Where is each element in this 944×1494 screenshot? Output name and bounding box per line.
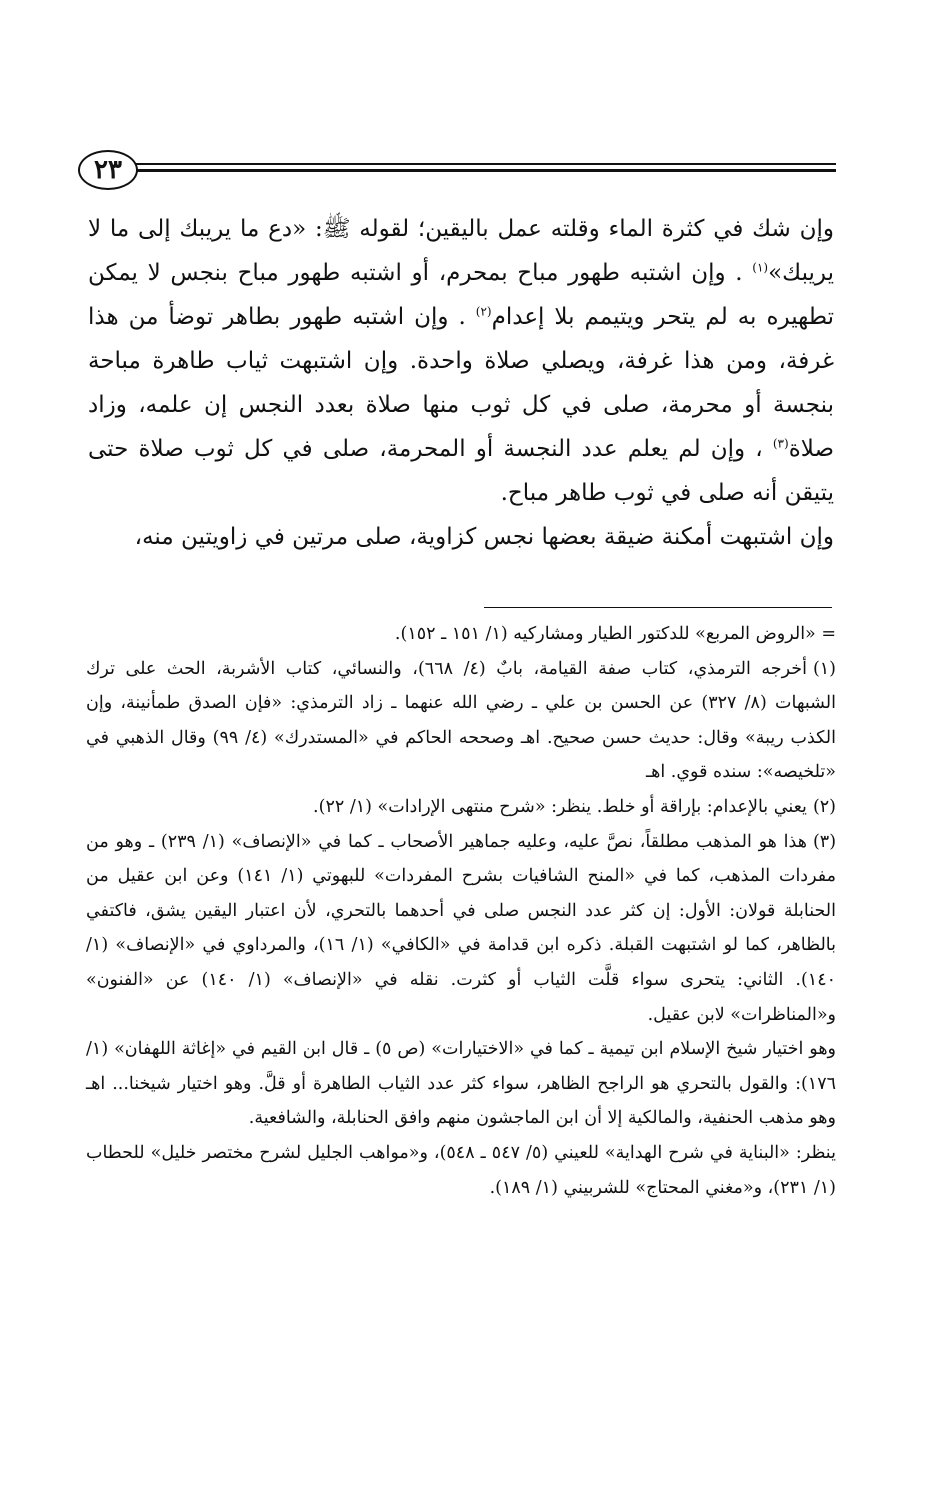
footnote-3-number: (٣) [812, 831, 837, 852]
page-number-badge [78, 150, 138, 190]
footnote-2-text: يعني بالإعدام: بإراقة أو خلط. ينظر: «شرح منتهى الإرادات» (١/ ٢٢). [313, 796, 807, 817]
main-text-segment-b: . وإن اشتبه طهور مباح بمحرم، أو اشتبه طهور مباح بنجس لا يمكن تطهيره به لم يتحر ويتيمم بلا إعدام [88, 260, 834, 330]
footnote-ref-3: (٣) [772, 436, 789, 451]
page-header [78, 150, 836, 194]
footnote-continuation: = «الروض المربع» للدكتور الطيار ومشاركيه (١/ ١٥١ ـ ١٥٢). [394, 624, 836, 644]
footnote-3-continued: وهو اختيار شيخ الإسلام ابن تيمية ـ كما في «الاختيارات» (ص ٥) ـ قال ابن القيم في «إغاثة اللهفان» (١/ ١٧٦): والقول بالتحري هو الراجح الظاهر، سواء كثر عدد الثياب الطاهرة أو قلَّ. وهو اختيار شيخنا... اهـ وهو مذهب الحنفية، والمالكية إلا أن ابن الماجشون منهم وافق الحنابلة، والشافعية. [86, 1039, 837, 1129]
footnote-1-text: أخرجه الترمذي، كتاب صفة القيامة، بابٌ (٤/ ٦٦٨)، والنسائي، كتاب الأشربة، الحث على ترك الشبهات (٨/ ٣٢٧) عن الحسن بن علي ـ رضي الله عنهما ـ زاد الترمذي: «فإن الصدق طمأنينة، وإن الكذب ريبة» وقال: حديث حسن صحيح. اهـ وصححه الحاكم في «المستدرك» (٤/ ٩٩) وقال الذهبي في «تلخيصه»: سنده قوي. اهـ [86, 658, 836, 783]
main-text-segment-d: ، وإن لم يعلم عدد النجسة أو المحرمة، صلى في كل ثوب صلاة حتى يتيقن أنه صلى في ثوب طاهر مباح. [88, 436, 834, 506]
footnote-3 [86, 825, 836, 1033]
header-rule [134, 163, 836, 172]
footnote-ref-1: (١) [752, 260, 769, 275]
footnote-3-text: هذا هو المذهب مطلقاً، نصَّ عليه، وعليه جماهير الأصحاب ـ كما في «الإنصاف» (١/ ٢٣٩) ـ وهو من مفردات المذهب، كما في «المنح الشافيات بشرح المفردات» للبهوتي (١/ ١٤١) وعن ابن عقيل من الحنابلة قولان: الأول: إن كثر عدد النجس صلى في أحدهما بالتحري، لأن اعتبار اليقين يشق، فاكتفي بالظاهر، كما لو اشتبهت القبلة. ذكره ابن قدامة في «الكافي» (١/ ١٦)، والمرداوي في «الإنصاف» (١/ ١٤٠). الثاني: يتحرى سواء قلَّت الثياب أو كثرت. نقله في «الإنصاف» (١/ ١٤٠) عن «الفنون» و«المناظرات» لابن عقيل. [86, 831, 836, 1025]
footnote-1-number: (١) [812, 658, 836, 679]
footnote-ref-2: (٢) [475, 304, 492, 319]
main-text-segment-c: . وإن اشتبه طهور بطاهر توضأ من هذا غرفة، ومن هذا غرفة، ويصلي صلاة واحدة. وإن اشتبهت ثياب طاهرة مباحة بنجسة أو محرمة، صلى في كل ثوب منها صلاة بعدد النجس إن علمه، وزاد صلاة [88, 304, 834, 462]
main-text-segment-a: وإن شك في كثرة الماء وقلته عمل باليقين؛ لقوله ﷺ: «دع ما يريبك إلى ما لا يريبك» [88, 216, 834, 286]
page-number: ٢٣ [94, 155, 122, 185]
footnotes [86, 617, 836, 1205]
footnote-2 [86, 790, 836, 825]
footnote-separator [484, 607, 832, 608]
footnote-2-number: (٢) [812, 796, 836, 817]
main-paragraph-1 [88, 207, 834, 515]
main-text [88, 207, 834, 559]
footnote-1 [86, 652, 836, 790]
footnote-3-references: ينظر: «البناية في شرح الهداية» للعيني (٥/ ٥٤٧ ـ ٥٤٨)، و«مواهب الجليل لشرح مختصر خليل» للحطاب (١/ ٢٣١)، و«مغني المحتاج» للشربيني (١/ ١٨٩). [86, 1142, 836, 1198]
main-paragraph-2: وإن اشتبهت أمكنة ضيقة بعضها نجس كزاوية، صلى مرتين في زاويتين منه، [134, 524, 834, 550]
